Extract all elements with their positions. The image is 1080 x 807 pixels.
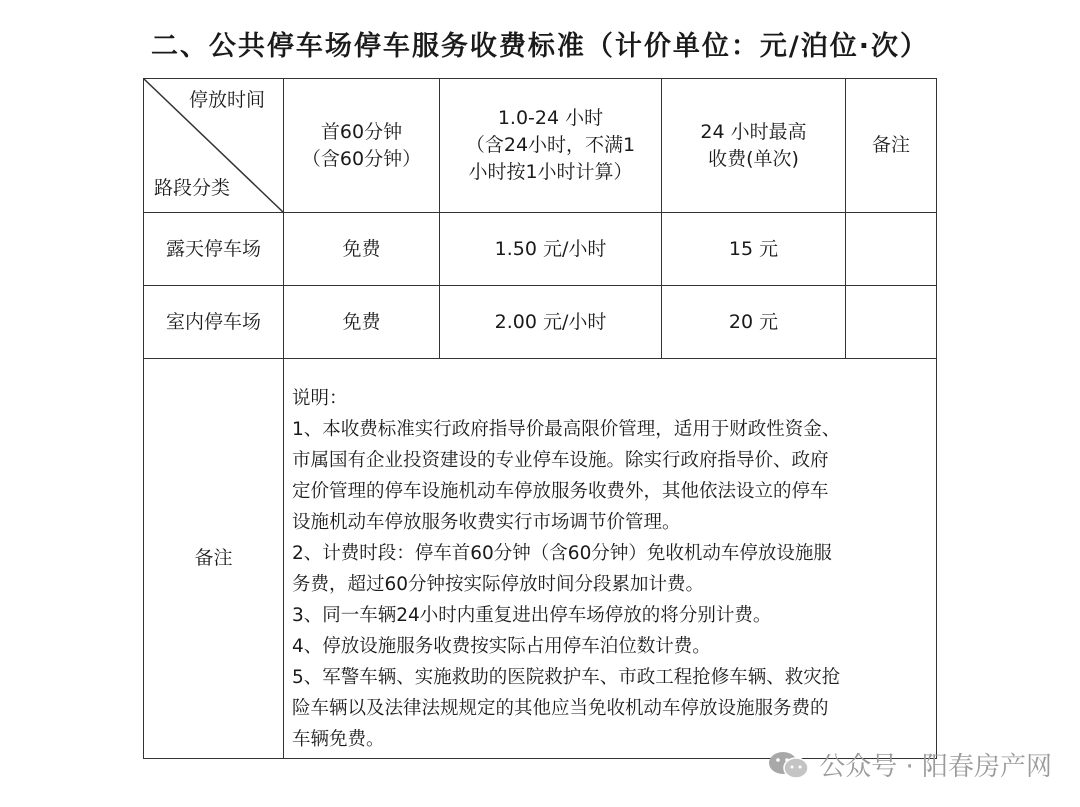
header-hourly: 1.0-24 小时 （含24小时，不满1 小时按1小时计算） — [440, 79, 662, 213]
note-line: 务费，超过60分钟按实际停放时间分段累加计费。 — [292, 574, 705, 595]
note-line: 车辆免费。 — [292, 729, 385, 750]
row-first60: 免费 — [284, 213, 440, 286]
header-first60: 首60分钟 （含60分钟） — [284, 79, 440, 213]
notes-row — [144, 359, 937, 759]
corner-bottom-label: 路段分类 — [154, 177, 231, 199]
note-line: 3、同一车辆24小时内重复进出停车场停放的将分别计费。 — [292, 605, 772, 626]
note-line: 4、停放设施服务收费按实际占用停车泊位数计费。 — [292, 636, 711, 657]
header-max: 24 小时最高 收费(单次) — [662, 79, 846, 213]
page-title: 二、公共停车场停车服务收费标准（计价单位：元/泊位·次） — [150, 31, 930, 62]
watermark — [767, 746, 1052, 783]
table-row — [144, 213, 937, 286]
notes-label: 备注 — [144, 359, 284, 759]
note-line: 设施机动车停放服务收费实行市场调节价管理。 — [292, 512, 681, 533]
row-category: 室内停车场 — [144, 286, 284, 359]
table-row — [144, 286, 937, 359]
note-line: 1、本收费标准实行政府指导价最高限价管理，适用于财政性资金、 — [292, 419, 841, 440]
row-remark — [846, 286, 937, 359]
row-first60: 免费 — [284, 286, 440, 359]
note-line: 险车辆以及法律法规规定的其他应当免收机动车停放设施服务费的 — [292, 698, 829, 719]
fee-table — [143, 78, 937, 759]
row-max: 20 元 — [662, 286, 846, 359]
note-line: 2、计费时段：停车首60分钟（含60分钟）免收机动车停放设施服 — [292, 543, 832, 564]
corner-cell — [144, 79, 284, 213]
row-category: 露天停车场 — [144, 213, 284, 286]
note-line: 说明： — [292, 388, 348, 409]
watermark-text: 公众号 · 阳春房产网 — [819, 752, 1052, 782]
row-max: 15 元 — [662, 213, 846, 286]
notes-content — [284, 359, 937, 759]
header-remark: 备注 — [846, 79, 937, 213]
note-line: 5、军警车辆、实施救助的医院救护车、市政工程抢修车辆、救灾抢 — [292, 667, 841, 688]
row-hourly: 2.00 元/小时 — [440, 286, 662, 359]
corner-top-label: 停放时间 — [188, 89, 265, 111]
note-line: 市属国有企业投资建设的专业停车设施。除实行政府指导价、政府 — [292, 450, 829, 471]
row-hourly: 1.50 元/小时 — [440, 213, 662, 286]
note-line: 定价管理的停车设施机动车停放服务收费外，其他依法设立的停车 — [292, 481, 829, 502]
wechat-icon — [767, 750, 811, 780]
row-remark — [846, 213, 937, 286]
header-row — [144, 79, 937, 213]
